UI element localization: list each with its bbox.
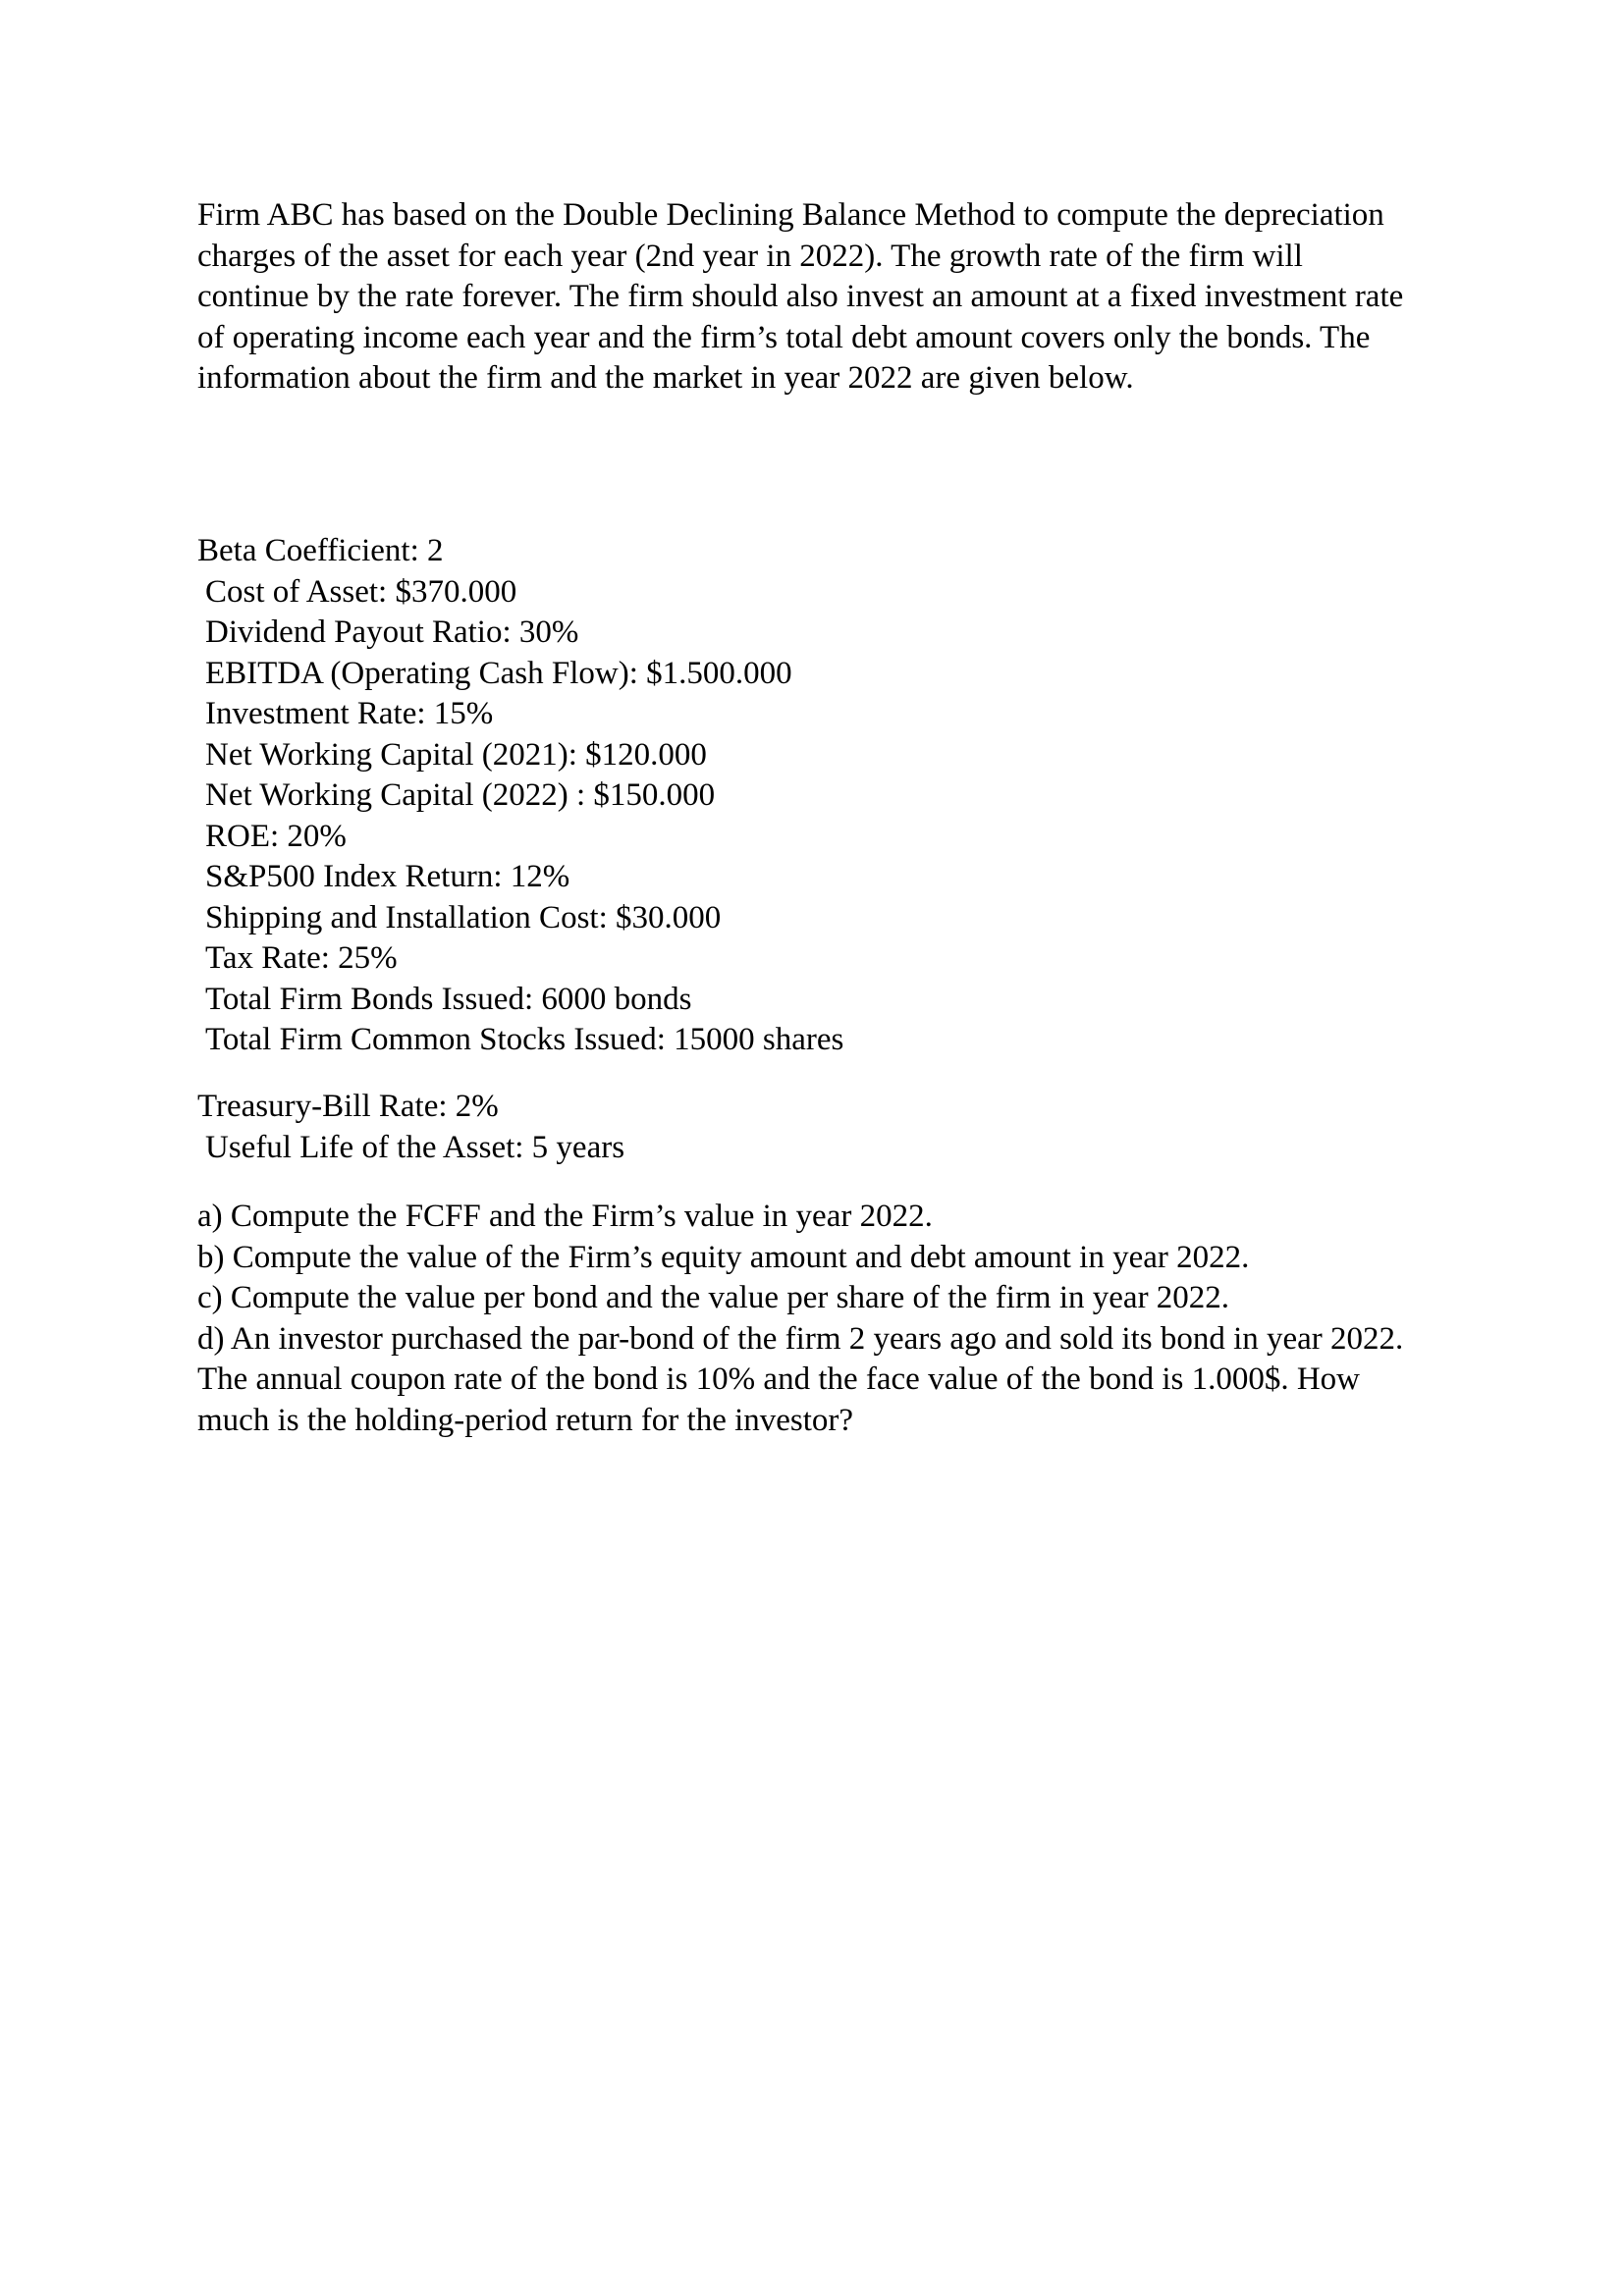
question-b: b) Compute the value of the Firm’s equity amount and debt amount in year 2022. bbox=[197, 1239, 1250, 1275]
question-c: c) Compute the value per bond and the value per share of the firm in year 2022. bbox=[197, 1280, 1230, 1315]
question-d-line: The annual coupon rate of the bond is 10% and the face value of the bond is 1.000$. How bbox=[197, 1362, 1361, 1397]
data-item-useful-life: Useful Life of the Asset: 5 years bbox=[205, 1129, 625, 1165]
question-a: a) Compute the FCFF and the Firm’s value in year 2022. bbox=[197, 1199, 933, 1234]
intro-line: charges of the asset for each year (2nd year in 2022). The growth rate of the firm will bbox=[197, 238, 1303, 274]
firm-data-list-2 bbox=[197, 1087, 1376, 1168]
data-item-sp500: S&P500 Index Return: 12% bbox=[205, 859, 570, 894]
intro-paragraph bbox=[197, 195, 1464, 400]
intro-line: continue by the rate forever. The firm should also invest an amount at a fixed investment rate bbox=[197, 279, 1404, 314]
data-item-dividend-payout: Dividend Payout Ratio: 30% bbox=[205, 614, 579, 650]
data-item-cost-of-asset: Cost of Asset: $370.000 bbox=[205, 573, 517, 610]
intro-line: information about the firm and the market in year 2022 are given below. bbox=[197, 360, 1134, 396]
data-item-ebitda: EBITDA (Operating Cash Flow): $1.500.000 bbox=[205, 655, 792, 691]
intro-line: Firm ABC has based on the Double Declining Balance Method to compute the depreciation bbox=[197, 197, 1384, 233]
question-d-line: much is the holding-period return for the investor? bbox=[197, 1402, 854, 1438]
questions-list bbox=[197, 1197, 1474, 1441]
data-item-investment-rate: Investment Rate: 15% bbox=[205, 696, 494, 731]
data-item-roe: ROE: 20% bbox=[205, 818, 347, 854]
data-item-bonds-issued: Total Firm Bonds Issued: 6000 bonds bbox=[205, 981, 692, 1017]
question-d: d) An investor purchased the par-bond of the firm 2 years ago and sold its bond in year 2022. bbox=[197, 1320, 1404, 1357]
data-item-nwc-2022: Net Working Capital (2022) : $150.000 bbox=[205, 777, 716, 813]
data-item-tax-rate: Tax Rate: 25% bbox=[205, 940, 398, 976]
data-item-nwc-2021: Net Working Capital (2021): $120.000 bbox=[205, 736, 707, 773]
intro-line: of operating income each year and the firm’s total debt amount covers only the bonds. The bbox=[197, 319, 1371, 355]
data-item-stocks-issued: Total Firm Common Stocks Issued: 15000 shares bbox=[205, 1022, 844, 1057]
firm-data-list bbox=[197, 531, 1376, 1061]
data-item-beta: Beta Coefficient: 2 bbox=[197, 533, 444, 568]
data-item-tbill: Treasury-Bill Rate: 2% bbox=[197, 1089, 499, 1124]
data-item-shipping: Shipping and Installation Cost: $30.000 bbox=[205, 899, 722, 935]
